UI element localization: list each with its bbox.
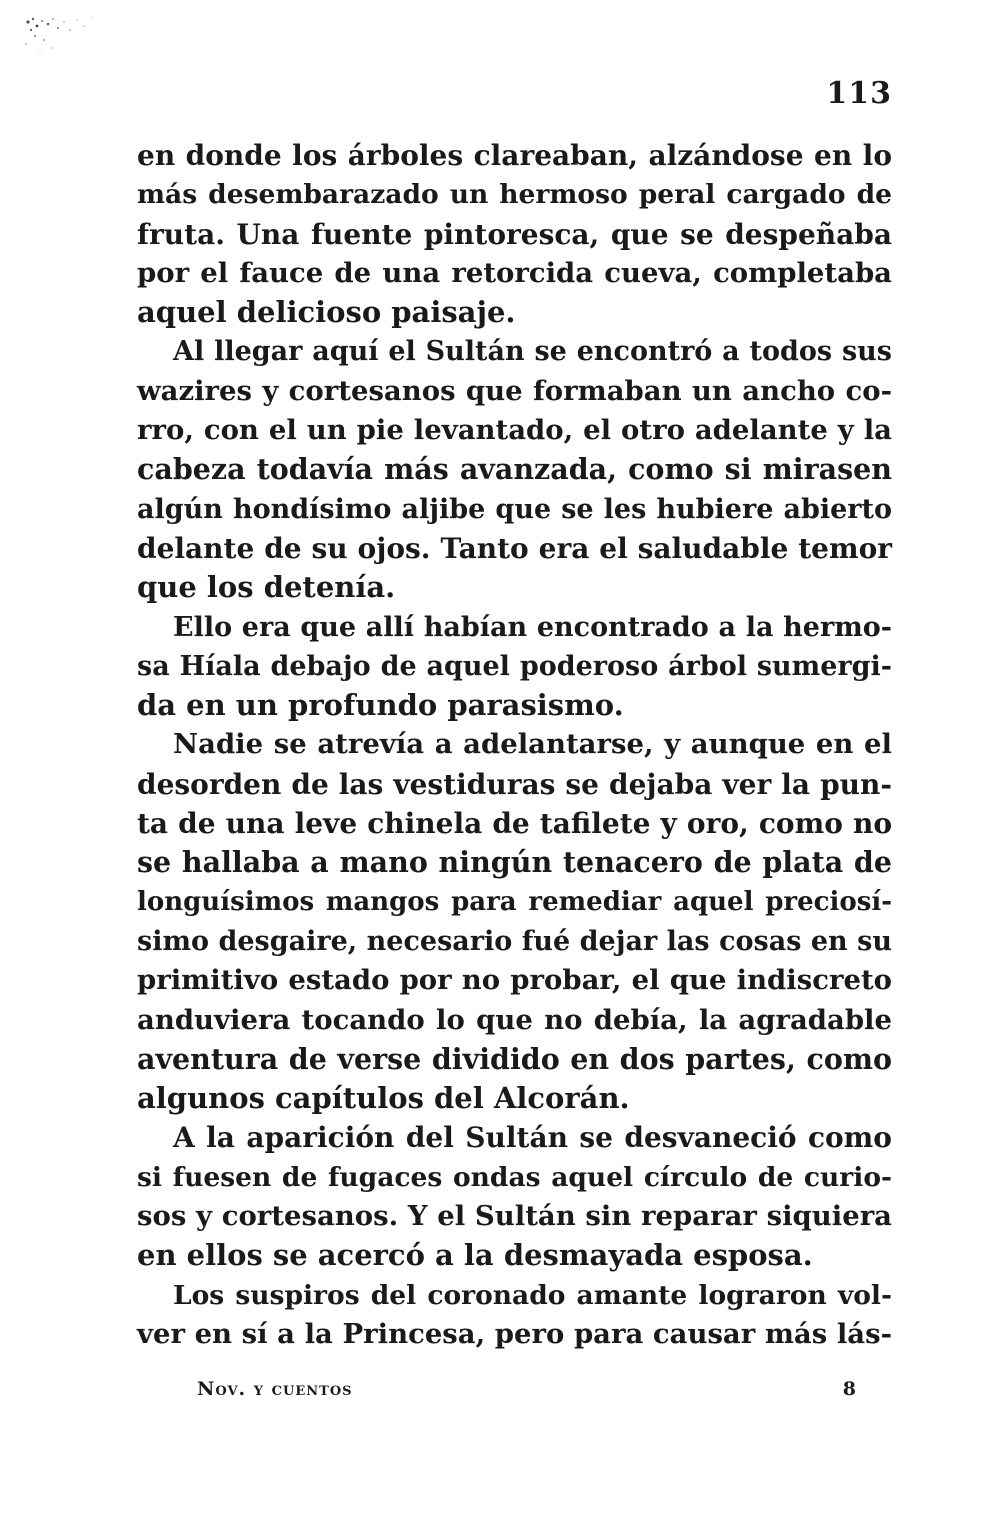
text-line: se hallaba a mano ningún tenacero de plata de [137, 845, 892, 880]
text-line: simo desgaire, necesario fué dejar las cosas en su [137, 925, 892, 957]
text-line: rro, con el un pie levantado, el otro adelante y la [137, 414, 892, 447]
text-line: ver en sí a la Princesa, pero para causar más lás- [137, 1317, 892, 1350]
page-number: 113 [826, 76, 892, 111]
page-body-text [137, 136, 892, 1354]
text-line: algún hondísimo aljibe que se les hubiere abierto [137, 493, 892, 525]
text-line: más desembarazado un hermoso peral cargado de [137, 179, 892, 211]
text-line: anduviera tocando lo que no debía, la agradable [137, 1003, 892, 1036]
text-line: que los detenía. [137, 570, 396, 605]
text-line: Nadie se atrevía a adelantarse, y aunque en el [173, 728, 892, 761]
text-line: primitivo estado por no probar, el que indiscreto [137, 964, 892, 997]
signature-mark: Nov. y cuentos [197, 1378, 353, 1400]
text-line: sos y cortesanos. Y el Sultán sin reparar siquiera [137, 1200, 892, 1233]
text-line: desorden de las vestiduras se dejaba ver la pun- [137, 767, 892, 801]
text-line: delante de su ojos. Tanto era el saludable temor [137, 531, 892, 565]
text-line: fruta. Una fuente pintoresca, que se despeñaba [137, 217, 892, 251]
text-line: Ello era que allí habían encontrado a la hermo- [173, 611, 892, 643]
text-line: si fuesen de fugaces ondas aquel círculo de curio- [137, 1161, 892, 1193]
text-line: A la aparición del Sultán se desvaneció como [173, 1121, 892, 1155]
text-line: wazires y cortesanos que formaban un ancho co- [137, 374, 892, 407]
text-line: Al llegar aquí el Sultán se encontró a todos sus [173, 336, 892, 368]
print-specks [22, 14, 132, 58]
text-line: en ellos se acercó a la desmayada esposa. [137, 1238, 813, 1273]
text-line: aquel delicioso paisaje. [137, 295, 516, 330]
text-line: Los suspiros del coronado amante lograron vol- [173, 1279, 892, 1311]
text-line: longuísimos mangos para remediar aquel preciosí- [137, 886, 892, 917]
text-line: algunos capítulos del Alcorán. [137, 1081, 630, 1116]
signature-number: 8 [842, 1378, 857, 1400]
text-line: cabeza todavía más avanzada, como si mirasen [137, 452, 892, 487]
text-line: aventura de verse dividido en dos partes, como [137, 1041, 892, 1076]
text-line: en donde los árboles clareaban, alzándose en lo [137, 139, 892, 172]
text-line: ta de una leve chinela de tafilete y oro, como no [137, 807, 892, 841]
text-line: por el fauce de una retorcida cueva, completaba [137, 256, 892, 289]
text-line: sa Híala debajo de aquel poderoso árbol sumergi- [137, 650, 892, 682]
text-line: da en un profundo parasismo. [137, 688, 624, 723]
